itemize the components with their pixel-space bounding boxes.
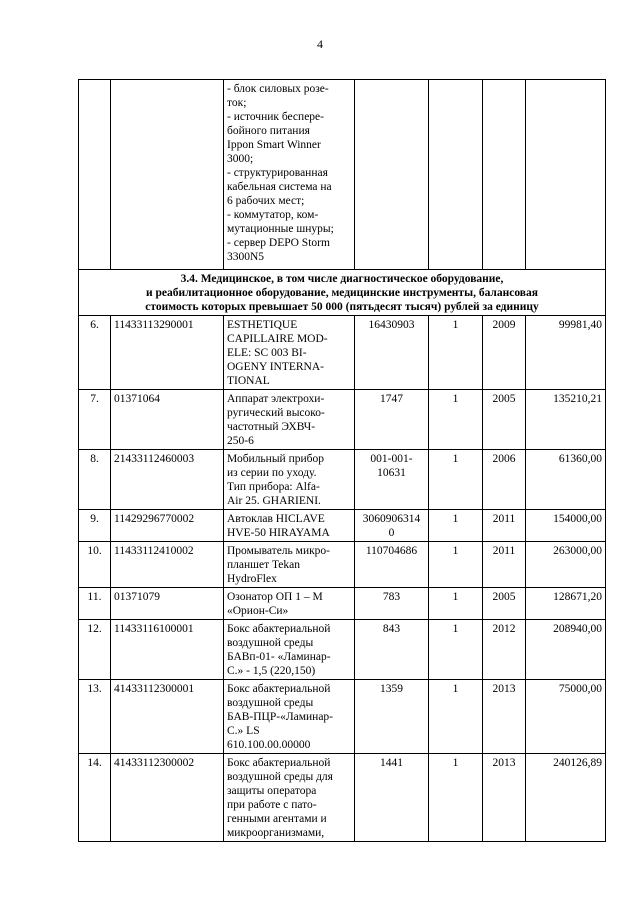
cell-serial-line: 843 [382,623,401,635]
cell-code: 11429296770002 [111,510,224,542]
cell-serial-line: 0 [388,527,395,539]
cell-code: 41433112300001 [111,680,224,754]
cell-serial [355,620,429,680]
cell-num: 7. [79,390,111,450]
table-row [79,390,606,450]
cell-code: 11433112410002 [111,542,224,588]
table-row [79,542,606,588]
cell-cost: 263000,00 [526,542,606,588]
cell-name-line: ESTHETIQUE [227,319,298,331]
inventory-table [78,79,606,842]
cell-serial-line: 1747 [380,393,403,405]
cell-year: 2005 [483,390,526,450]
cell-qty: 1 [429,510,483,542]
cell-code [111,80,224,270]
continuation-line: - источник беспере- [227,111,324,123]
cell-serial-line: 10631 [377,467,406,479]
cell-num: 6. [79,316,111,390]
cell-code: 11433116100001 [111,620,224,680]
cell-name-line: Автоклав HICLAVE [227,513,325,525]
cell-name [224,390,355,450]
section-heading-line: стоимость которых превышает 50 000 (пятьдесят тысяч) рублей за единицу [145,301,539,313]
cell-code: 01371064 [111,390,224,450]
cell-serial [355,588,429,620]
cell-serial [355,680,429,754]
cell-serial [355,80,429,270]
cell-name-line: CAPILLAIRE MOD- [227,333,328,345]
cell-name [224,80,355,270]
continuation-line: - сервер DEPO Storm [227,237,330,249]
cell-qty: 1 [429,450,483,510]
cell-cost: 99981,40 [526,316,606,390]
cell-qty: 1 [429,542,483,588]
cell-num [79,80,111,270]
continuation-line: - коммутатор, ком- [227,209,319,221]
continuation-line: 3300N5 [227,251,265,263]
cell-year: 2011 [483,510,526,542]
cell-name-line: HydroFlex [227,573,277,585]
section-row [79,270,606,316]
table-row [79,510,606,542]
cell-serial [355,510,429,542]
cell-name-line: Тип прибора: Alfa- [227,481,320,493]
cell-name-line: генными агентами и [227,813,327,825]
cell-name [224,620,355,680]
section-heading [79,270,606,316]
cell-name-line: Аппарат электрохи- [227,393,325,405]
cell-name-line: 610.100.00.00000 [227,739,311,751]
cell-name-line: OGENY INTERNA- [227,361,324,373]
cell-name-line: ругический высоко- [227,407,325,419]
cell-num: 12. [79,620,111,680]
cell-name [224,316,355,390]
cell-serial [355,542,429,588]
cell-qty: 1 [429,390,483,450]
cell-code: 21433112460003 [111,450,224,510]
cell-serial-line: 001-001- [370,453,413,465]
cell-cost: 208940,00 [526,620,606,680]
cell-serial-line: 783 [382,591,401,603]
cell-qty: 1 [429,316,483,390]
cell-name-line: С.» - 1,5 (220,150) [227,665,316,677]
table-row [79,680,606,754]
cell-serial-line: 16430903 [368,319,415,331]
cell-year: 2012 [483,620,526,680]
cell-name [224,588,355,620]
cell-num: 8. [79,450,111,510]
cell-num: 14. [79,754,111,842]
cell-cost: 61360,00 [526,450,606,510]
cell-cost: 135210,21 [526,390,606,450]
cell-year: 2009 [483,316,526,390]
continuation-line: бойного питания [227,125,310,137]
cell-name-line: Бокс абактериальной [227,683,331,695]
cell-qty [429,80,483,270]
cell-cost: 154000,00 [526,510,606,542]
cell-qty: 1 [429,588,483,620]
cell-year: 2005 [483,588,526,620]
cell-name-line: воздушной среды [227,697,314,709]
cell-name-line: ELE: SC 003 BI- [227,347,307,359]
cell-name [224,510,355,542]
cell-cost: 75000,00 [526,680,606,754]
cell-name-line: из серии по уходу. [227,467,317,479]
continuation-row [79,80,606,270]
continuation-line: - структурированная [227,167,328,179]
cell-serial [355,390,429,450]
table-row [79,620,606,680]
table-row [79,450,606,510]
cell-year: 2011 [483,542,526,588]
table-row [79,588,606,620]
cell-name-line: при работе с пато- [227,799,317,811]
continuation-line: кабельная система на [227,181,332,193]
cell-name-line: воздушной среды [227,637,314,649]
cell-num: 10. [79,542,111,588]
cell-name-line: защиты оператора [227,785,317,797]
cell-name-line: микроорганизмами, [227,827,325,839]
continuation-line: 3000; [227,153,254,165]
cell-year: 2006 [483,450,526,510]
continuation-line: - блок силовых розе- [227,83,329,95]
cell-name-line: Бокс абактериальной [227,757,331,769]
cell-name-line: частотный ЭХВЧ- [227,421,316,433]
section-heading-line: и реабилитационное оборудование, медицинские инструменты, балансовая [146,287,538,299]
cell-num: 13. [79,680,111,754]
cell-name-line: Бокс абактериальной [227,623,331,635]
cell-name-line: Озонатор ОП 1 – М [227,591,323,603]
continuation-line: Ippon Smart Winner [227,139,321,151]
cell-name-line: планшет Tekan [227,559,300,571]
cell-serial-line: 1441 [380,757,403,769]
cell-year [483,80,526,270]
cell-name-line: Мобильный прибор [227,453,324,465]
table-row [79,754,606,842]
continuation-line: 6 рабочих мест; [227,195,305,207]
cell-name-line: HVE-50 HIRAYAMA [227,527,330,539]
cell-name [224,754,355,842]
table-row [79,316,606,390]
cell-name-line: Air 25. GHARIENI. [227,495,321,507]
cell-qty: 1 [429,620,483,680]
cell-cost [526,80,606,270]
cell-code: 41433112300002 [111,754,224,842]
cell-code: 01371079 [111,588,224,620]
cell-name-line: 250-6 [227,435,254,447]
cell-name-line: «Орион-Си» [227,605,289,617]
cell-year: 2013 [483,680,526,754]
cell-num: 9. [79,510,111,542]
continuation-line: мутационные шнуры; [227,223,334,235]
cell-name-line: БАВ-ПЦР-«Ламинар- [227,711,334,723]
cell-serial [355,754,429,842]
cell-qty: 1 [429,754,483,842]
cell-serial [355,316,429,390]
cell-serial-line: 110704686 [365,545,418,557]
cell-serial [355,450,429,510]
cell-cost: 240126,89 [526,754,606,842]
cell-qty: 1 [429,680,483,754]
page-number: 4 [317,37,323,51]
cell-code: 11433113290001 [111,316,224,390]
cell-name-line: Промыватель микро- [227,545,331,557]
cell-serial-line: 3060906314 [362,513,421,525]
cell-name-line: БАВп-01- «Ламинар- [227,651,331,663]
cell-name-line: TIONAL [227,375,270,387]
cell-cost: 128671,20 [526,588,606,620]
cell-name-line: С.» LS [227,725,260,737]
cell-name [224,450,355,510]
section-heading-line: 3.4. Медицинское, в том числе диагностическое оборудование, [180,273,504,285]
cell-name [224,680,355,754]
cell-year: 2013 [483,754,526,842]
cell-name-line: воздушной среды для [227,771,333,783]
continuation-line: ток; [227,97,247,109]
cell-serial-line: 1359 [380,683,403,695]
cell-name [224,542,355,588]
cell-num: 11. [79,588,111,620]
